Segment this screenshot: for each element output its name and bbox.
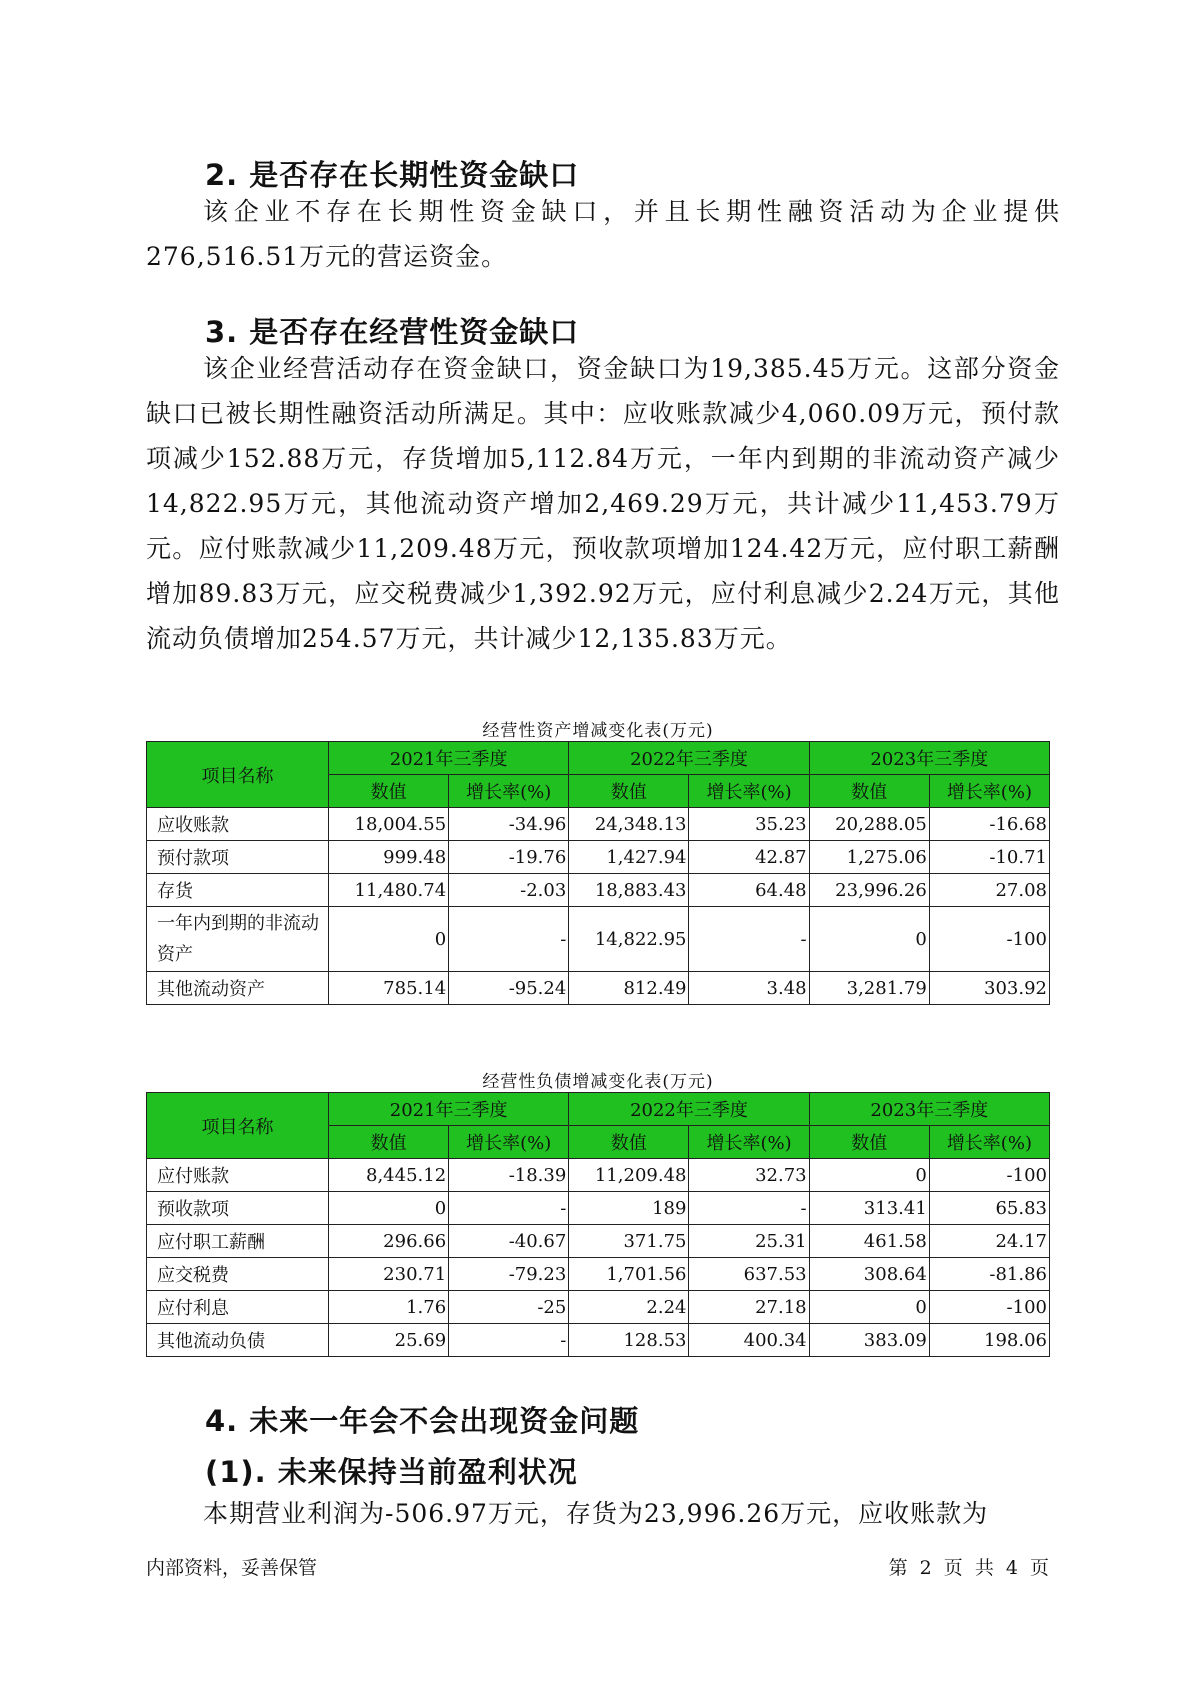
- section-3-heading: 3. 是否存在经营性资金缺口: [205, 315, 580, 349]
- section-4-paragraph: [146, 1491, 1060, 1536]
- cell-rate-2021: -2.03: [449, 874, 569, 907]
- cell-rate-2022: -: [689, 907, 809, 972]
- cell-value-2022: 128.53: [569, 1324, 689, 1357]
- cell-rate-2023: 198.06: [929, 1324, 1049, 1357]
- header-rate-2022: 增长率(%): [689, 775, 809, 808]
- row-name: 预付款项: [147, 841, 329, 874]
- cell-rate-2023: -100: [929, 1291, 1049, 1324]
- cell-value-2022: 1,427.94: [569, 841, 689, 874]
- cell-rate-2021: -79.23: [449, 1258, 569, 1291]
- cell-value-2023: 0: [809, 1159, 929, 1192]
- header-rate-2021: 增长率(%): [449, 775, 569, 808]
- section-3-text: 该企业经营活动存在资金缺口，资金缺口为19,385.45万元。这部分资金缺口已被长期性融资活动所满足。其中：应收账款减少4,060.09万元，预付款项减少152.88万元，存货增加5,112.84万元，一年内到期的非流动资产减少14,822.95万元，其他流动资产增加2,469.29万元，共计减少11,453.79万元。应付账款减少11,209.48万元，预收款项增加124.42万元，应付职工薪酬增加89.83万元，应交税费减少1,392.92万元，应付利息减少2.24万元，其他流动负债增加254.57万元，共计减少12,135.83万元。: [146, 354, 1060, 653]
- footer-page-number: 第 2 页 共 4 页: [888, 1557, 1049, 1579]
- cell-value-2022: 189: [569, 1192, 689, 1225]
- row-name: 应交税费: [147, 1258, 329, 1291]
- header-period-2022: 2022年三季度: [569, 742, 809, 775]
- cell-rate-2021: -34.96: [449, 808, 569, 841]
- cell-rate-2023: 65.83: [929, 1192, 1049, 1225]
- cell-value-2023: 3,281.79: [809, 972, 929, 1005]
- cell-rate-2021: -: [449, 1192, 569, 1225]
- header-rate-2022: 增长率(%): [689, 1126, 809, 1159]
- cell-value-2023: 383.09: [809, 1324, 929, 1357]
- cell-value-2023: 23,996.26: [809, 874, 929, 907]
- cell-value-2021: 0: [329, 907, 449, 972]
- assets-change-table: [146, 741, 1050, 1005]
- table-row: [147, 907, 1050, 972]
- row-name: 其他流动资产: [147, 972, 329, 1005]
- cell-value-2022: 371.75: [569, 1225, 689, 1258]
- cell-value-2023: 0: [809, 907, 929, 972]
- cell-value-2022: 24,348.13: [569, 808, 689, 841]
- header-period-2022: 2022年三季度: [569, 1093, 809, 1126]
- table-row: [147, 808, 1050, 841]
- cell-value-2023: 313.41: [809, 1192, 929, 1225]
- section-2-text: 该企业不存在长期性资金缺口，并且长期性融资活动为企业提供276,516.51万元的营运资金。: [146, 197, 1060, 271]
- section-4-subheading: (1). 未来保持当前盈利状况: [205, 1455, 578, 1489]
- cell-value-2023: 1,275.06: [809, 841, 929, 874]
- cell-rate-2023: -16.68: [929, 808, 1049, 841]
- section-4-text: 本期营业利润为-506.97万元，存货为23,996.26万元，应收账款为: [203, 1499, 989, 1528]
- header-period-2021: 2021年三季度: [329, 1093, 569, 1126]
- cell-rate-2023: -81.86: [929, 1258, 1049, 1291]
- section-4-heading: 4. 未来一年会不会出现资金问题: [205, 1404, 640, 1438]
- table-row: [147, 1291, 1050, 1324]
- cell-rate-2022: 400.34: [689, 1324, 809, 1357]
- header-period-2023: 2023年三季度: [809, 1093, 1049, 1126]
- header-value-2023: 数值: [809, 1126, 929, 1159]
- cell-value-2021: 1.76: [329, 1291, 449, 1324]
- cell-rate-2021: -: [449, 1324, 569, 1357]
- cell-value-2022: 14,822.95: [569, 907, 689, 972]
- row-name: 应付职工薪酬: [147, 1225, 329, 1258]
- cell-value-2022: 1,701.56: [569, 1258, 689, 1291]
- header-value-2022: 数值: [569, 1126, 689, 1159]
- header-value-2022: 数值: [569, 775, 689, 808]
- header-period-2023: 2023年三季度: [809, 742, 1049, 775]
- liabilities-table-caption: 经营性负债增减变化表(万元): [482, 1072, 714, 1092]
- cell-rate-2021: -: [449, 907, 569, 972]
- cell-rate-2023: 24.17: [929, 1225, 1049, 1258]
- table-row: [147, 874, 1050, 907]
- header-value-2021: 数值: [329, 775, 449, 808]
- cell-rate-2022: 42.87: [689, 841, 809, 874]
- cell-rate-2022: 64.48: [689, 874, 809, 907]
- row-name: 其他流动负债: [147, 1324, 329, 1357]
- cell-rate-2022: 25.31: [689, 1225, 809, 1258]
- liabilities-change-table: [146, 1092, 1050, 1357]
- cell-rate-2023: 27.08: [929, 874, 1049, 907]
- section-2-heading: 2. 是否存在长期性资金缺口: [205, 158, 580, 192]
- section-3-paragraph: [146, 346, 1060, 661]
- table-row: [147, 1225, 1050, 1258]
- assets-table-caption: 经营性资产增减变化表(万元): [482, 721, 714, 741]
- row-name: 预收款项: [147, 1192, 329, 1225]
- cell-rate-2023: -10.71: [929, 841, 1049, 874]
- cell-rate-2021: -18.39: [449, 1159, 569, 1192]
- cell-value-2023: 0: [809, 1291, 929, 1324]
- header-value-2023: 数值: [809, 775, 929, 808]
- cell-rate-2021: -95.24: [449, 972, 569, 1005]
- cell-rate-2022: 3.48: [689, 972, 809, 1005]
- cell-rate-2023: -100: [929, 907, 1049, 972]
- cell-rate-2021: -25: [449, 1291, 569, 1324]
- header-period-2021: 2021年三季度: [329, 742, 569, 775]
- header-rate-2023: 增长率(%): [929, 1126, 1049, 1159]
- cell-value-2021: 296.66: [329, 1225, 449, 1258]
- row-name: 存货: [147, 874, 329, 907]
- cell-value-2021: 785.14: [329, 972, 449, 1005]
- header-rate-2021: 增长率(%): [449, 1126, 569, 1159]
- cell-rate-2021: -40.67: [449, 1225, 569, 1258]
- cell-value-2021: 8,445.12: [329, 1159, 449, 1192]
- cell-rate-2023: 303.92: [929, 972, 1049, 1005]
- cell-rate-2021: -19.76: [449, 841, 569, 874]
- table-row: [147, 1258, 1050, 1291]
- cell-rate-2022: 637.53: [689, 1258, 809, 1291]
- table-row: [147, 972, 1050, 1005]
- row-name: 一年内到期的非流动资产: [147, 907, 329, 972]
- header-value-2021: 数值: [329, 1126, 449, 1159]
- cell-value-2021: 11,480.74: [329, 874, 449, 907]
- row-name: 应付账款: [147, 1159, 329, 1192]
- table-row: [147, 1192, 1050, 1225]
- header-item-name: 项目名称: [147, 742, 329, 808]
- cell-value-2022: 2.24: [569, 1291, 689, 1324]
- row-name: 应收账款: [147, 808, 329, 841]
- row-name: 应付利息: [147, 1291, 329, 1324]
- header-item-name: 项目名称: [147, 1093, 329, 1159]
- header-rate-2023: 增长率(%): [929, 775, 1049, 808]
- cell-rate-2022: 32.73: [689, 1159, 809, 1192]
- table-row: [147, 841, 1050, 874]
- table-row: [147, 1324, 1050, 1357]
- cell-value-2022: 18,883.43: [569, 874, 689, 907]
- cell-rate-2022: 27.18: [689, 1291, 809, 1324]
- cell-value-2021: 230.71: [329, 1258, 449, 1291]
- cell-rate-2022: 35.23: [689, 808, 809, 841]
- cell-value-2023: 461.58: [809, 1225, 929, 1258]
- cell-rate-2023: -100: [929, 1159, 1049, 1192]
- cell-value-2021: 25.69: [329, 1324, 449, 1357]
- cell-value-2023: 20,288.05: [809, 808, 929, 841]
- table-row: [147, 1159, 1050, 1192]
- cell-value-2022: 812.49: [569, 972, 689, 1005]
- cell-value-2021: 999.48: [329, 841, 449, 874]
- section-2-paragraph: [146, 189, 1060, 279]
- cell-value-2021: 18,004.55: [329, 808, 449, 841]
- cell-value-2021: 0: [329, 1192, 449, 1225]
- footer-confidential-note: 内部资料，妥善保管: [146, 1557, 318, 1579]
- cell-value-2022: 11,209.48: [569, 1159, 689, 1192]
- cell-value-2023: 308.64: [809, 1258, 929, 1291]
- cell-rate-2022: -: [689, 1192, 809, 1225]
